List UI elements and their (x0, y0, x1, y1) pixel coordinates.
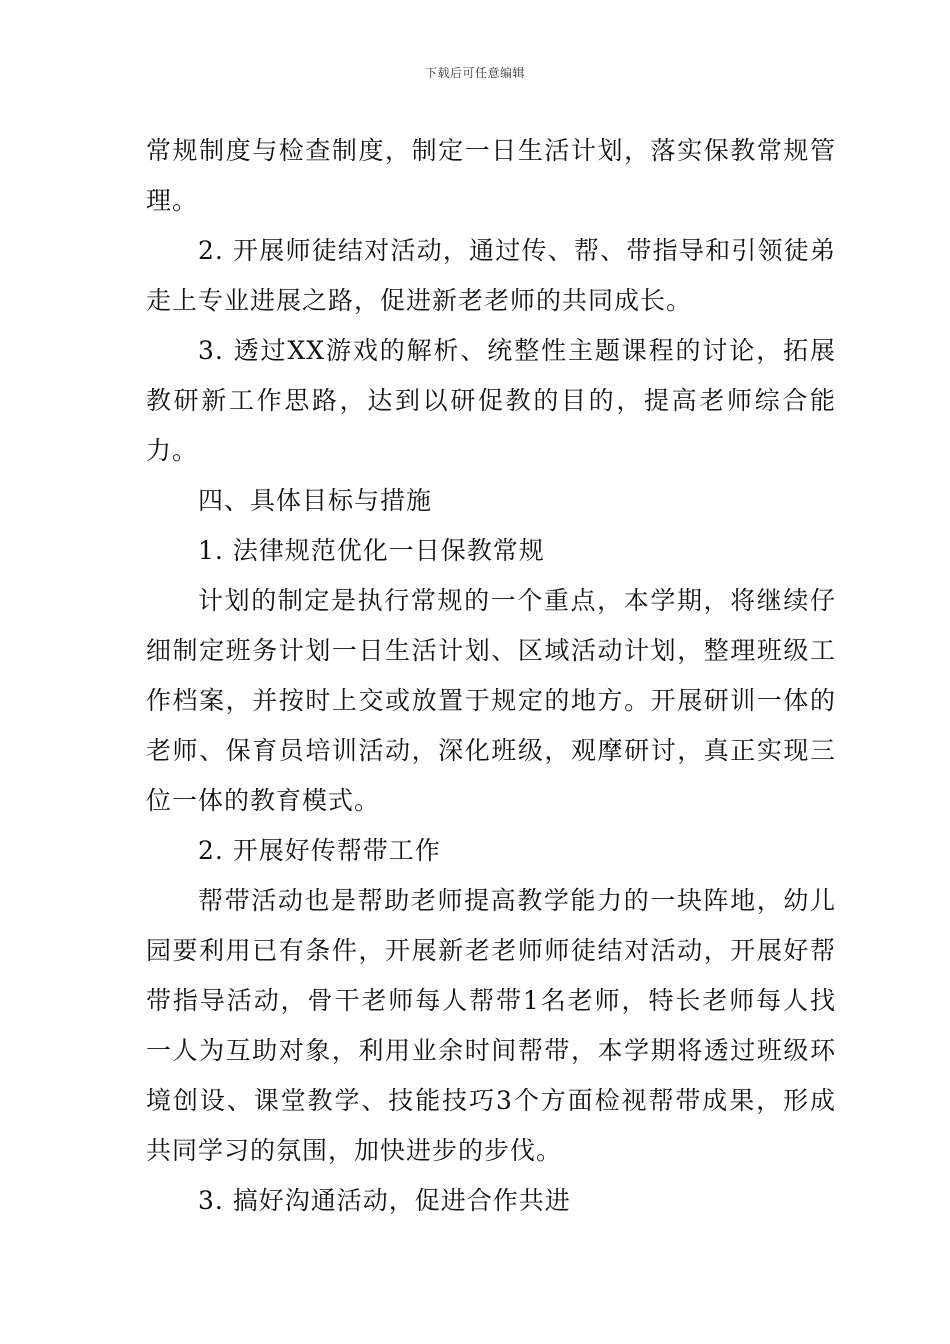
page-header: 下载后可任意编辑 (424, 66, 525, 80)
subheading-2: 2. 开展好传帮带工作 (198, 836, 441, 865)
paragraph-item-3: 3. 透过XX游戏的解析、统整性主题课程的讨论，拓展教研新工作思路，达到以研促教的目的，提高老师综合能力。 (146, 336, 836, 465)
paragraph-planning: 计划的制定是执行常规的一个重点，本学期，将继续仔细制定班务计划一日生活计划、区域活动计划，整理班级工作档案，并按时上交或放置于规定的地方。开展研训一体的老师、保育员培训活动，深化班级，观摩研讨，真正实现三位一体的教育模式。 (146, 586, 836, 815)
paragraph-continuation: 常规制度与检查制度，制定一日生活计划，落实保教常规管理。 (146, 136, 836, 215)
paragraph-mentoring: 帮带活动也是帮助老师提高教学能力的一块阵地，幼儿园要利用已有条件，开展新老老师师徒结对活动，开展好帮带指导活动，骨干老师每人帮带1名老师，特长老师每人找一人为互助对象，利用业余时间帮带，本学期将透过班级环境创设、课堂教学、技能技巧3个方面检视帮带成果，形成共同学习的氛围，加快进步的步伐。 (146, 886, 836, 1165)
subheading-3: 3. 搞好沟通活动，促进合作共进 (198, 1186, 571, 1215)
section-heading: 四、具体目标与措施 (198, 486, 433, 515)
document-body (146, 126, 836, 1226)
paragraph-item-2: 2. 开展师徒结对活动，通过传、帮、带指导和引领徒弟走上专业进展之路，促进新老老师的共同成长。 (146, 236, 836, 315)
subheading-1: 1. 法律规范优化一日保教常规 (198, 536, 545, 565)
